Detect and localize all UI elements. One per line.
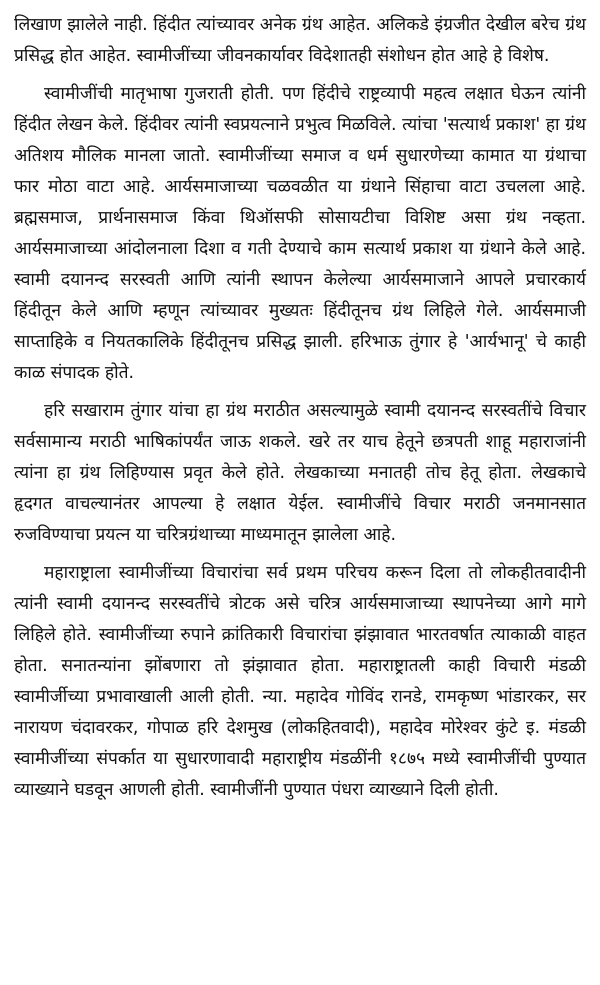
paragraph-3: हरि सखाराम तुंगार यांचा हा ग्रंथ मराठीत असल्यामुळे स्वामी दयानन्द सरस्वतींचे विचार सर्वसामान्य मराठी भाषिकांपर्यंत जाऊ शकले. खरे तर याच हेतूने छत्रपती शाहू महाराजांनी त्यांना हा ग्रंथ लिहिण्यास प्रवृत केले होते. लेखकाच्या मनातही तोच हेतू होता. लेखकाचे हृदगत वाचल्यानंतर आपल्या हे लक्षात येईल. स्वामीजींचे विचार मराठी जनमानसात रुजविण्याचा प्रयत्न या चरित्रग्रंथाच्या माध्यमातून झालेला आहे. — [14, 401, 586, 545]
paragraph-4: महाराष्ट्राला स्वामीजींच्या विचारांचा सर्व प्रथम परिचय करून दिला तो लोकहीतवादीनी त्यांनी स्वामी दयानन्द सरस्वतींचे त्रोटक असे चरित्र आर्यसमाजाच्या स्थापनेच्या आगे मागे लिहिले होते. स्वामीजींच्या रुपाने क्रांतिकारी विचारांचा झंझावात भारतवर्षात त्याकाळी वाहत होता. सनातन्यांना झोंबणारा तो झंझावात होता. महाराष्ट्रातली काही विचारी मंडळी स्वामीर्जीच्या प्रभावाखाली आली होती. न्या. महादेव गोविंद रानडे, रामकृष्ण भांडारकर, सर नारायण चंदावरकर, गोपाळ हरि देशमुख (लोकहितवादी), महादेव मोरेश्वर कुंटे इ. मंडळी स्वामीजींच्या संपर्कात या सुधारणावादी महाराष्ट्रीय मंडळींनी १८७५ मध्ये स्वामीजींची पुण्यात व्याख्याने घडवून आणली होती. स्वामीजींनी पुण्यात पंधरा व्याख्याने दिली होती. — [14, 563, 586, 800]
paragraph-1: लिखाण झालेले नाही. हिंदीत त्यांच्यावर अनेक ग्रंथ आहेत. अलिकडे इंग्रजीत देखील बरेच ग्रंथ प्रसिद्ध होत आहेत. स्वामीजींच्या जीवनकार्यावर विदेशातही संशोधन होत आहे हे विशेष. — [14, 15, 586, 66]
paragraph-2: स्वामीजींची मातृभाषा गुजराती होती. पण हिंदीचे राष्ट्रव्यापी महत्व लक्षात घेऊन त्यांनी हिंदीत लेखन केले. हिंदीवर त्यांनी स्वप्रयत्नाने प्रभुत्व मिळविले. त्यांचा 'सत्यार्थ प्रकाश' हा ग्रंथ अतिशय मौलिक मानला जातो. स्वामीजींच्या समाज व धर्म सुधारणेच्या कामात या ग्रंथाचा फार मोठा वाटा आहे. आर्यसमाजाच्या चळवळीत या ग्रंथाने सिंहाचा वाटा उचलला आहे. ब्रह्मसमाज, प्रार्थनासमाज किंवा थिऑसफी सोसायटीचा विशिष्ट असा ग्रंथ नव्हता. आर्यसमाजाच्या आंदोलनाला दिशा व गती देण्याचे काम सत्यार्थ प्रकाश या ग्रंथाने केले आहे. स्वामी दयानन्द सरस्वती आणि त्यांनी स्थापन केलेल्या आर्यसमाजाने आपले प्रचारकार्य हिंदीतून केले आणि म्हणून त्यांच्यावर मुख्यतः हिंदीतूनच ग्रंथ लिहिले गेले. आर्यसमाजी साप्ताहिके व नियतकालिके हिंदीतूनच प्रसिद्ध झाली. हरिभाऊ तुंगार हे 'आर्यभानू' चे काही काळ संपादक होते. — [14, 84, 586, 383]
document-page — [14, 10, 586, 975]
